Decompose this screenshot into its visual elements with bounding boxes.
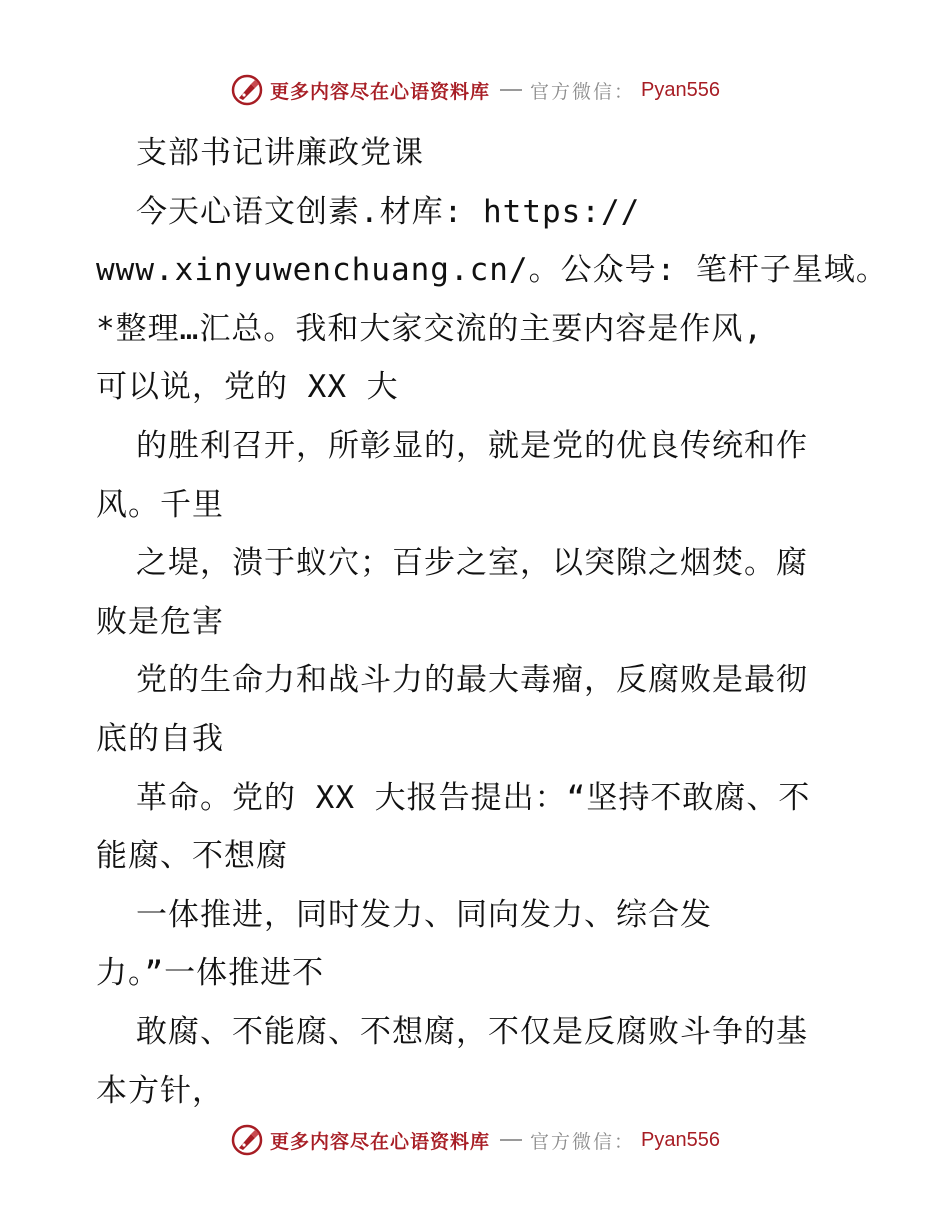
document-title: 支部书记讲廉政党课 xyxy=(136,135,424,171)
document-line: www.xinyuwenchuang.cn/。公众号: 笔杆子星域。 xyxy=(96,252,888,289)
document-line: 之堤，溃于蚁穴；百步之室，以突隙之烟焚。腐 xyxy=(136,545,808,582)
document-line: 党的生命力和战斗力的最大毒瘤，反腐败是最彻 xyxy=(136,662,808,699)
document-line: 今天心语文创素.材库: https:// xyxy=(136,193,641,230)
pen-nib-circle-logo-icon xyxy=(230,1123,264,1157)
page-footer xyxy=(0,1120,950,1160)
footer-wechat-id: Pyan556 xyxy=(641,1128,720,1151)
document-line: 力。”一体推进不 xyxy=(96,955,325,992)
document-line: 风。千里 xyxy=(96,486,224,523)
document-line: 能腐、不想腐 xyxy=(96,838,288,875)
document-line: 本方针， xyxy=(96,1072,224,1109)
document-line: 敢腐、不能腐、不想腐，不仅是反腐败斗争的基 xyxy=(136,1013,808,1050)
footer-brand-text: 更多内容尽在心语资料库 xyxy=(270,1130,491,1153)
header-official-label: 官方微信： xyxy=(530,80,636,103)
page-header xyxy=(0,70,950,110)
footer-brand xyxy=(230,1123,720,1157)
document-line: 可以说，党的 XX 大 xyxy=(96,369,399,406)
document-line: *整理…汇总。我和大家交流的主要内容是作风, xyxy=(96,310,763,347)
footer-official-label: 官方微信： xyxy=(530,1130,636,1153)
document-line: 一体推进，同时发力、同向发力、综合发 xyxy=(136,896,712,933)
header-brand-text: 更多内容尽在心语资料库 xyxy=(270,80,491,103)
footer-separator xyxy=(500,1139,522,1141)
document-line: 的胜利召开，所彰显的，就是党的优良传统和作 xyxy=(136,427,808,464)
pen-nib-circle-logo-icon xyxy=(230,73,264,107)
header-wechat-id: Pyan556 xyxy=(641,78,720,101)
document-line: 底的自我 xyxy=(96,720,224,757)
document-body xyxy=(96,124,888,1120)
header-brand xyxy=(230,73,720,107)
document-line: 革命。党的 XX 大报告提出：“坚持不敢腐、不 xyxy=(136,779,811,816)
document-line: 败是危害 xyxy=(96,603,224,640)
header-separator xyxy=(500,89,522,91)
